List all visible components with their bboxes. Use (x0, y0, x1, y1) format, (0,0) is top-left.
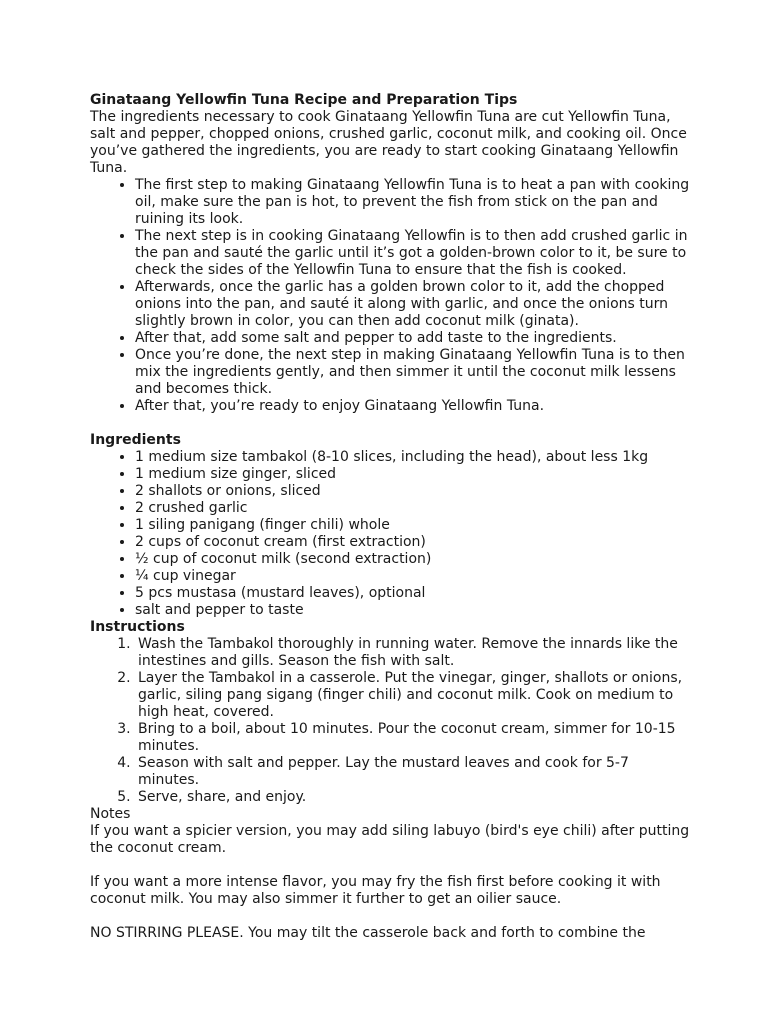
list-item: • After that, you’re ready to enjoy Ginataang Yellowfin Tuna. (135, 398, 690, 415)
list-item: • 2 shallots or onions, sliced (135, 483, 690, 500)
list-item: • 5 pcs mustasa (mustard leaves), optional (135, 585, 690, 602)
ingredients-list (90, 449, 690, 619)
list-item: • salt and pepper to taste (135, 602, 690, 619)
list-item: • 1 medium size ginger, sliced (135, 466, 690, 483)
list-item: • ½ cup of coconut milk (second extraction) (135, 551, 690, 568)
note-paragraph: If you want a more intense flavor, you may fry the fish first before cooking it with coconut milk. You may also simmer it further to get an oilier sauce. (90, 874, 661, 907)
intro-paragraph: The ingredients necessary to cook Ginataang Yellowfin Tuna are cut Yellowfin Tuna, salt and pepper, chopped onions, crushed garlic, coconut milk, and cooking oil. Once you’ve gathered the ingredients, you are ready to start cooking Ginataang Yellowfin Tuna. (90, 109, 687, 176)
steps-list (90, 177, 690, 415)
list-item: • The next step is in cooking Ginataang Yellowfin is to then add crushed garlic in the pan and sauté the garlic until it’s got a golden-brown color to it, be sure to check the sides of the Yellowfin Tuna to ensure that the fish is cooked. (135, 228, 690, 279)
document-title: Ginataang Yellowfin Tuna Recipe and Preparation Tips (90, 92, 518, 108)
spacer (90, 857, 690, 874)
list-item: 5. Serve, share, and enjoy. (135, 789, 690, 806)
list-item: 3. Bring to a boil, about 10 minutes. Pour the coconut cream, simmer for 10-15 minutes. (135, 721, 690, 755)
instructions-heading: Instructions (90, 619, 185, 635)
instructions-list (90, 636, 690, 806)
note-paragraph: NO STIRRING PLEASE. You may tilt the casserole back and forth to combine the (90, 925, 646, 941)
notes-heading: Notes (90, 806, 131, 822)
list-item: • The first step to making Ginataang Yellowfin Tuna is to heat a pan with cooking oil, make sure the pan is hot, to prevent the fish from stick on the pan and ruining its look. (135, 177, 690, 228)
ingredients-heading: Ingredients (90, 432, 181, 448)
document-page (90, 92, 690, 942)
list-item: • 2 crushed garlic (135, 500, 690, 517)
list-item: 4. Season with salt and pepper. Lay the mustard leaves and cook for 5-7 minutes. (135, 755, 690, 789)
list-item: • 2 cups of coconut cream (first extraction) (135, 534, 690, 551)
list-item: • 1 medium size tambakol (8-10 slices, including the head), about less 1kg (135, 449, 690, 466)
note-paragraph: If you want a spicier version, you may add siling labuyo (bird's eye chili) after putting the coconut cream. (90, 823, 690, 856)
spacer (90, 908, 690, 925)
list-item: 1. Wash the Tambakol thoroughly in running water. Remove the innards like the intestines and gills. Season the fish with salt. (135, 636, 690, 670)
list-item: • ¼ cup vinegar (135, 568, 690, 585)
list-item: 2. Layer the Tambakol in a casserole. Put the vinegar, ginger, shallots or onions, garlic, siling pang sigang (finger chili) and coconut milk. Cook on medium to high heat, covered. (135, 670, 690, 721)
list-item: • Afterwards, once the garlic has a golden brown color to it, add the chopped onions into the pan, and sauté it along with garlic, and once the onions turn slightly brown in color, you can then add coconut milk (ginata). (135, 279, 690, 330)
spacer (90, 415, 690, 432)
list-item: • Once you’re done, the next step in making Ginataang Yellowfin Tuna is to then mix the ingredients gently, and then simmer it until the coconut milk lessens and becomes thick. (135, 347, 690, 398)
list-item: • After that, add some salt and pepper to add taste to the ingredients. (135, 330, 690, 347)
list-item: • 1 siling panigang (finger chili) whole (135, 517, 690, 534)
